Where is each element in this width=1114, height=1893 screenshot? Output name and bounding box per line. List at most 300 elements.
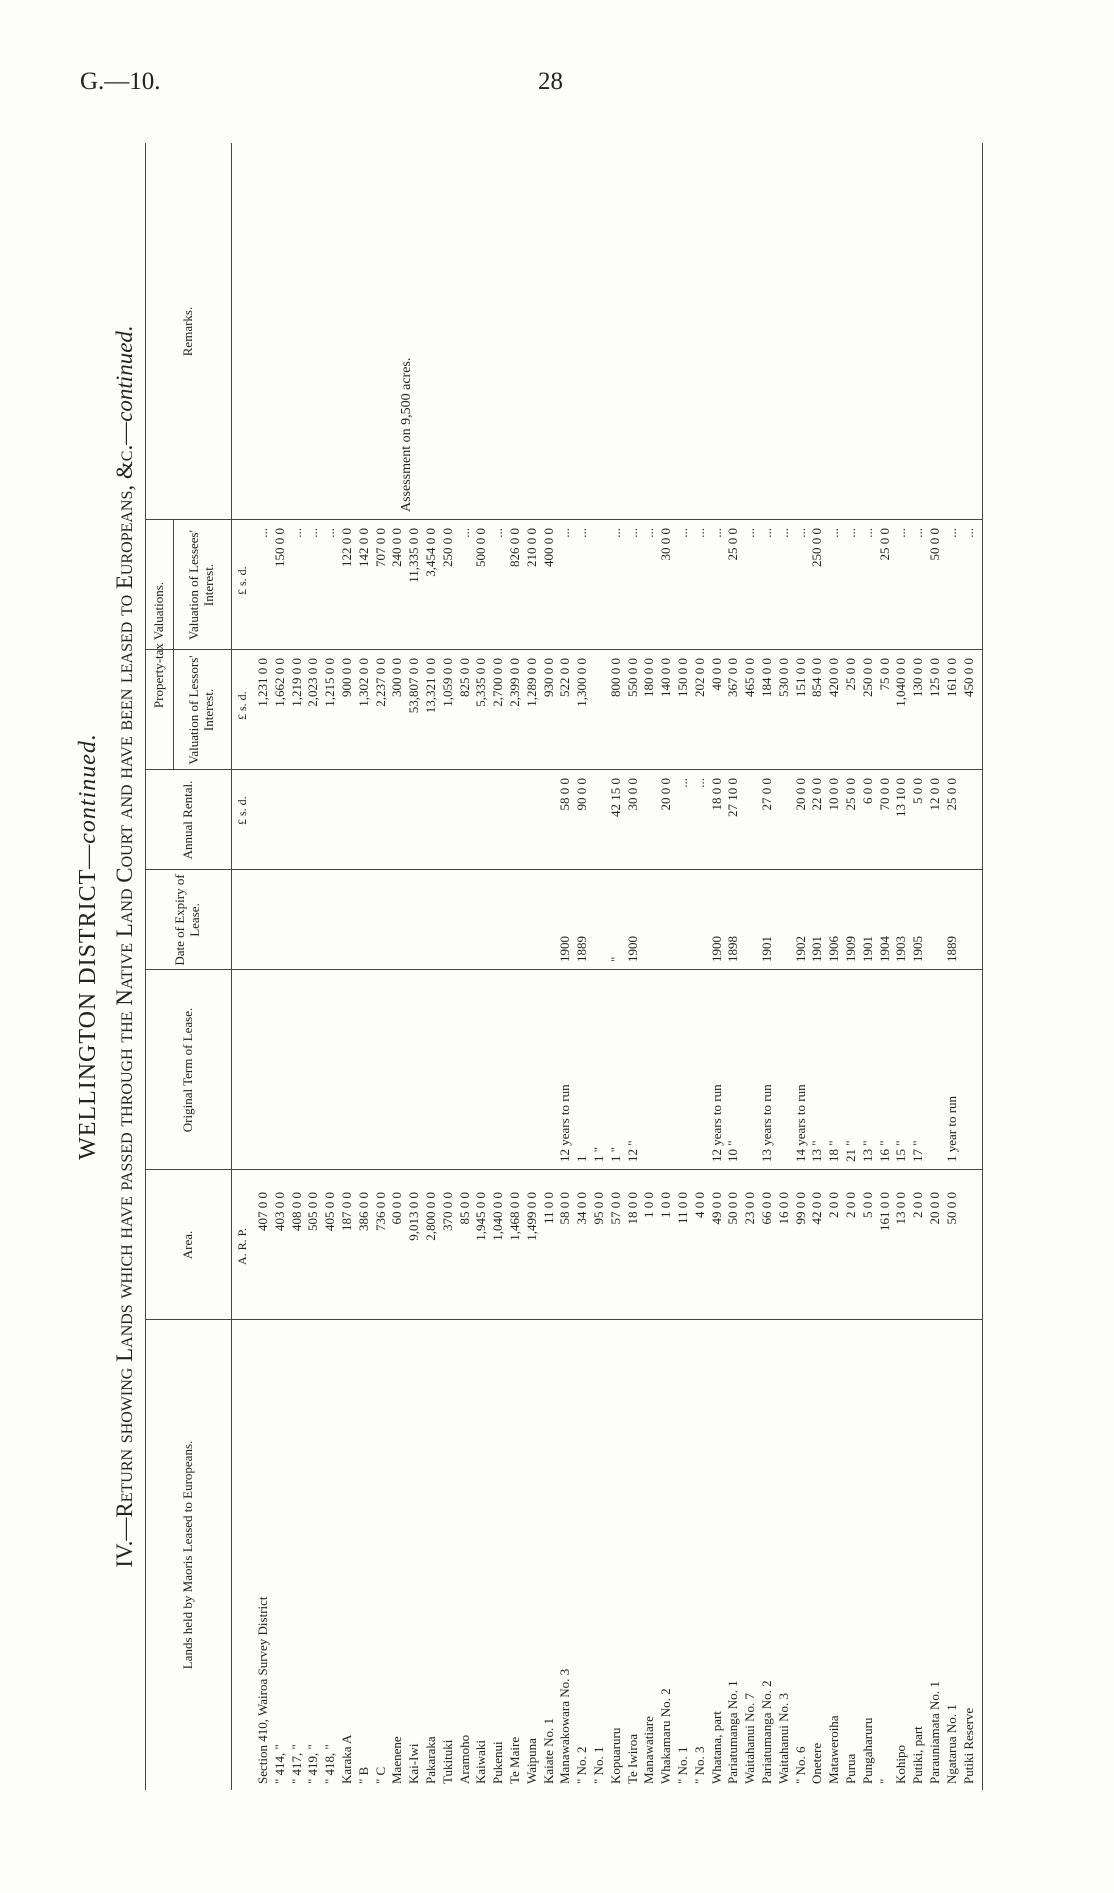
- table-row: [322, 143, 338, 1790]
- cell-term: [305, 974, 321, 1162]
- cell-area: 95 0 0: [591, 1192, 606, 1225]
- cell-land: " 414, ": [271, 1744, 287, 1784]
- cell-area: 736 0 0: [372, 1192, 388, 1231]
- cell-lessees: ...: [288, 528, 304, 538]
- area-units: A. R. P.: [235, 1227, 249, 1265]
- cell-rental: [591, 778, 607, 866]
- cell-rental: [776, 778, 792, 866]
- cell-expiry: 1909: [843, 936, 858, 962]
- table-row: [490, 143, 506, 1790]
- cell-rental: 18 0 0: [708, 778, 724, 811]
- cell-area: [961, 1192, 977, 1312]
- cell-area: 16 0 0: [775, 1192, 791, 1225]
- cell-lessees: ...: [607, 528, 623, 538]
- cell-expiry: 1903: [893, 936, 909, 962]
- cell-lessors: 184 0 0: [759, 658, 774, 697]
- lessees-units: £ s. d.: [235, 566, 249, 595]
- cell-rental: [322, 778, 338, 866]
- table-row: [675, 143, 691, 1790]
- cell-lessors: 202 0 0: [691, 658, 707, 697]
- cell-land: " No. 6: [792, 1746, 808, 1784]
- cell-lessees: ...: [675, 528, 690, 538]
- cell-lessors: 450 0 0: [960, 658, 976, 697]
- cell-land: " No. 1: [591, 1746, 606, 1784]
- table-row: [692, 143, 708, 1790]
- cell-lessors: 75 0 0: [876, 658, 892, 691]
- cell-term: 17 ": [910, 1140, 926, 1162]
- header-lessees: Valuation of Lessees' Interest.: [186, 530, 216, 640]
- cell-rental: [255, 778, 271, 866]
- cell-lessors: 2,399 0 0: [507, 658, 522, 707]
- cell-land: " B: [355, 1766, 371, 1784]
- page-number: 28: [538, 68, 563, 95]
- cell-lessees: 122 0 0: [339, 528, 354, 567]
- cell-area: 408 0 0: [288, 1192, 304, 1231]
- cell-lessors: 2,023 0 0: [305, 658, 321, 707]
- cell-expiry: [490, 874, 506, 962]
- cell-expiry: 1898: [725, 936, 741, 962]
- cell-lessors: 800 0 0: [607, 658, 623, 697]
- cell-area: 99 0 0: [792, 1192, 808, 1225]
- cell-rental: 13 10 0: [893, 778, 909, 817]
- cell-term: 18 ": [826, 1140, 842, 1162]
- cell-land: Pariatumanga No. 1: [725, 1680, 741, 1784]
- table-row: [625, 143, 641, 1790]
- cell-term: [255, 974, 271, 1162]
- cell-lessors: 180 0 0: [641, 658, 657, 697]
- cell-expiry: [742, 874, 758, 962]
- cell-rental: [373, 778, 389, 866]
- table-row: [877, 143, 893, 1790]
- cell-area: 66 0 0: [759, 1192, 774, 1225]
- cell-expiry: [322, 874, 338, 962]
- cell-expiry: [373, 874, 389, 962]
- cell-lessees: 150 0 0: [271, 528, 287, 567]
- cell-lessees: 30 0 0: [658, 528, 674, 561]
- cell-term: [961, 974, 977, 1162]
- cell-lessees: ...: [574, 528, 590, 538]
- cell-lessees: 11,335 0 0: [406, 528, 422, 583]
- leases-table: [145, 143, 983, 1790]
- cell-land: Pukenui: [490, 1741, 506, 1784]
- return-title: [112, 0, 138, 1893]
- cell-expiry: [272, 874, 288, 962]
- cell-lessors: 1,300 0 0: [574, 658, 590, 707]
- cell-rental: [490, 778, 506, 866]
- cell-land: Onetere: [809, 1742, 825, 1784]
- cell-expiry: [692, 874, 708, 962]
- cell-lessors: 522 0 0: [557, 658, 573, 697]
- cell-term: 1 ": [591, 1146, 606, 1162]
- cell-term: [692, 974, 708, 1162]
- cell-expiry: 1900: [708, 936, 724, 962]
- cell-expiry: [524, 874, 540, 962]
- cell-lessors: 420 0 0: [826, 658, 842, 697]
- cell-term: [641, 974, 657, 1162]
- table-row: [843, 143, 859, 1790]
- header-property-tax: Property-tax Valuations.: [150, 581, 166, 709]
- cell-land: Pakaraka: [423, 1736, 438, 1784]
- cell-land: Kai-Iwi: [406, 1743, 422, 1784]
- cell-area: 11 0 0: [540, 1192, 556, 1225]
- table-row: [927, 143, 943, 1790]
- table-row: [961, 143, 977, 1790]
- cell-expiry: 1902: [792, 936, 808, 962]
- cell-lessees: ...: [960, 528, 976, 538]
- cell-expiry: [776, 874, 792, 962]
- cell-area: 9,013 0 0: [406, 1192, 422, 1241]
- cell-lessees: ...: [624, 528, 640, 538]
- cell-rental: 25 0 0: [943, 778, 959, 811]
- cell-lessors: 130 0 0: [910, 658, 926, 697]
- cell-expiry: [641, 874, 657, 962]
- cell-lessees: 142 0 0: [355, 528, 371, 567]
- cell-expiry: 1900: [624, 936, 640, 962]
- cell-term: [473, 974, 489, 1162]
- cell-area: 1 0 0: [658, 1192, 674, 1218]
- cell-expiry: [289, 874, 305, 962]
- table-row: [591, 143, 607, 1790]
- table-row: [641, 143, 657, 1790]
- table-row: [809, 143, 825, 1790]
- cell-land: Waitahanui No. 7: [742, 1692, 758, 1784]
- cell-lessors: 1,302 0 0: [355, 658, 371, 707]
- cell-rental: [406, 778, 422, 866]
- table-row: [557, 143, 573, 1790]
- cell-lessees: ...: [708, 528, 724, 538]
- cell-expiry: [927, 874, 943, 962]
- cell-area: 11 0 0: [675, 1192, 690, 1225]
- cell-area: 1 0 0: [641, 1192, 657, 1218]
- table-row: [373, 143, 389, 1790]
- table-row: [893, 143, 909, 1790]
- cell-lessees: ...: [305, 528, 321, 538]
- header-term: Original Term of Lease.: [179, 1007, 195, 1133]
- cell-expiry: [255, 874, 271, 962]
- cell-rental: 10 0 0: [826, 778, 842, 811]
- cell-expiry: [457, 874, 473, 962]
- table-row: [473, 143, 489, 1790]
- cell-lessees: ...: [456, 528, 472, 538]
- cell-lessors: [591, 658, 607, 766]
- table-bottom-rule: [982, 143, 983, 1790]
- cell-lessors: 161 0 0: [943, 658, 959, 697]
- cell-rental: [423, 778, 439, 866]
- cell-term: 1 ": [607, 1146, 623, 1162]
- cell-term: 1 year to run: [943, 1095, 959, 1162]
- cell-lessees: 25 0 0: [876, 528, 892, 561]
- cell-term: [406, 974, 422, 1162]
- table-row: [541, 143, 557, 1790]
- cell-rental: [641, 778, 657, 866]
- cell-area: 1,468 0 0: [507, 1192, 522, 1241]
- cell-rental: [473, 778, 489, 866]
- cell-expiry: [541, 874, 557, 962]
- cell-land: Maenene: [389, 1736, 405, 1784]
- header-expiry: Date of Expiry of Lease.: [172, 874, 202, 966]
- table-row: [725, 143, 741, 1790]
- cell-expiry: [440, 874, 456, 962]
- table-row: [255, 143, 271, 1790]
- cell-lessees: ...: [826, 528, 842, 538]
- cell-area: 85 0 0: [456, 1192, 472, 1225]
- cell-land: Parauniamata No. 1: [927, 1681, 942, 1784]
- cell-area: 1,945 0 0: [473, 1192, 489, 1241]
- cell-lessors: 250 0 0: [859, 658, 875, 697]
- cell-term: [423, 974, 439, 1162]
- cell-lessees: 707 0 0: [372, 528, 388, 567]
- cell-term: [675, 974, 691, 1162]
- cell-land: Manawakowara No. 3: [557, 1668, 573, 1784]
- cell-land: Whatana, part: [708, 1711, 724, 1784]
- cell-area: 42 0 0: [809, 1192, 825, 1225]
- cell-term: [524, 974, 540, 1162]
- cell-lessors: 1,289 0 0: [523, 658, 539, 707]
- cell-lessors: 900 0 0: [339, 658, 354, 697]
- cell-land: " 419, ": [305, 1744, 321, 1784]
- cell-area: 13 0 0: [893, 1192, 909, 1225]
- table-row: [457, 143, 473, 1790]
- cell-lessors: 825 0 0: [456, 658, 472, 697]
- cell-term: [440, 974, 456, 1162]
- cell-lessors: 125 0 0: [927, 658, 942, 697]
- cell-rental: [356, 778, 372, 866]
- table-row: [289, 143, 305, 1790]
- cell-lessees: 500 0 0: [473, 528, 489, 567]
- cell-term: 12 years to run: [557, 1084, 573, 1162]
- cell-land: Kaiwaki: [473, 1739, 489, 1784]
- cell-land: " No. 2: [574, 1746, 590, 1784]
- cell-lessees: ...: [893, 528, 909, 538]
- cell-expiry: [389, 874, 405, 962]
- cell-area: 5 0 0: [859, 1192, 875, 1218]
- cell-land: Kopuaruru: [607, 1727, 623, 1784]
- cell-land: Te Iwiroa: [624, 1734, 640, 1784]
- cell-rental: [961, 778, 977, 866]
- cell-term: [322, 974, 338, 1162]
- cell-term: [457, 974, 473, 1162]
- cell-expiry: [356, 874, 372, 962]
- table-row: [658, 143, 674, 1790]
- cell-area: 49 0 0: [708, 1192, 724, 1225]
- cell-term: [272, 974, 288, 1162]
- cell-expiry: 1905: [910, 936, 926, 962]
- cell-area: 1,499 0 0: [523, 1192, 539, 1241]
- cell-expiry: [658, 874, 674, 962]
- return-title-continued: continued.: [112, 325, 137, 422]
- header-remarks: Remarks.: [179, 306, 195, 357]
- cell-rental: [305, 778, 321, 866]
- cell-land: Waipuna: [523, 1738, 539, 1784]
- cell-rental: [524, 778, 540, 866]
- cell-rental: 20 0 0: [658, 778, 674, 811]
- cell-area: 58 0 0: [557, 1192, 573, 1225]
- cell-term: [339, 974, 355, 1162]
- cell-lessors: 2,237 0 0: [372, 658, 388, 707]
- cell-lessors: 140 0 0: [658, 658, 674, 697]
- cell-area: 23 0 0: [742, 1192, 758, 1225]
- cell-expiry: 1889: [574, 936, 590, 962]
- cell-expiry: 1901: [759, 936, 774, 962]
- cell-rental: 12 0 0: [927, 778, 942, 811]
- cell-expiry: ": [607, 956, 623, 962]
- cell-rental: [440, 778, 456, 866]
- cell-term: 15 ": [893, 1140, 909, 1162]
- header-lessors: Valuation of Lessors' Interest.: [186, 655, 216, 765]
- cell-term: [289, 974, 305, 1162]
- cell-lessees: ...: [490, 528, 506, 538]
- cell-lessors: 53,807 0 0: [406, 658, 422, 714]
- cell-lessors: 5,335 0 0: [473, 658, 489, 707]
- cell-area: 161 0 0: [876, 1192, 892, 1231]
- cell-area: 4 0 0: [691, 1192, 707, 1218]
- cell-expiry: 1904: [876, 936, 892, 962]
- cell-rental: [272, 778, 288, 866]
- table-row: [776, 143, 792, 1790]
- cell-lessors: 1,231 0 0: [255, 658, 270, 707]
- cell-term: 14 years to run: [792, 1084, 808, 1162]
- cell-lessees: ...: [255, 528, 270, 538]
- cell-term: [658, 974, 674, 1162]
- cell-term: 16 ": [876, 1140, 892, 1162]
- cell-lessors: 150 0 0: [675, 658, 690, 697]
- cell-area: 187 0 0: [339, 1192, 354, 1231]
- table-row: [608, 143, 624, 1790]
- cell-lessees: ...: [843, 528, 858, 538]
- cell-rental: 70 0 0: [876, 778, 892, 811]
- cell-area: 386 0 0: [355, 1192, 371, 1231]
- cell-land: Pungaharuru: [859, 1717, 875, 1784]
- cell-rental: 27 0 0: [759, 778, 774, 811]
- cell-term: [742, 974, 758, 1162]
- cell-term: [356, 974, 372, 1162]
- cell-lessees: ...: [742, 528, 758, 538]
- cell-lessees: ...: [775, 528, 791, 538]
- cell-rental: 27 10 0: [725, 778, 741, 817]
- cell-expiry: [473, 874, 489, 962]
- cell-lessors: 2,700 0 0: [490, 658, 506, 707]
- cell-term: 21 ": [843, 1140, 858, 1162]
- cell-term: 10 ": [725, 1140, 741, 1162]
- cell-area: 57 0 0: [607, 1192, 623, 1225]
- cell-rental: 42 15 0: [607, 778, 623, 817]
- cell-lessees: ...: [322, 528, 338, 538]
- cell-lessees: ...: [759, 528, 774, 538]
- cell-expiry: [305, 874, 321, 962]
- cell-expiry: [423, 874, 439, 962]
- cell-land: ": [876, 1778, 892, 1784]
- table-row: [759, 143, 775, 1790]
- cell-lessees: 250 0 0: [439, 528, 455, 567]
- document-reference: G.—10.: [80, 68, 161, 95]
- cell-lessors: 530 0 0: [775, 658, 791, 697]
- cell-lessees: 240 0 0: [389, 528, 405, 567]
- table-row: [305, 143, 321, 1790]
- cell-land: Te Maire: [507, 1736, 522, 1784]
- cell-lessors: 550 0 0: [624, 658, 640, 697]
- lessors-units: £ s. d.: [235, 691, 249, 720]
- cell-expiry: 1900: [557, 936, 573, 962]
- cell-rental: 90 0 0: [574, 778, 590, 811]
- table-row: [272, 143, 288, 1790]
- cell-area: 34 0 0: [574, 1192, 590, 1225]
- cell-lessees: 400 0 0: [540, 528, 556, 567]
- cell-expiry: 1901: [859, 936, 875, 962]
- cell-area: 20 0 0: [927, 1192, 942, 1225]
- cell-lessors: 854 0 0: [809, 658, 825, 697]
- cell-land: Pariatumanga No. 2: [759, 1680, 774, 1784]
- table-row: [944, 143, 960, 1790]
- cell-land: Manawatiare: [641, 1716, 657, 1784]
- cell-lessees: 826 0 0: [507, 528, 522, 567]
- cell-area: 2 0 0: [826, 1192, 842, 1218]
- table-row: [507, 143, 523, 1790]
- table-row: [742, 143, 758, 1790]
- cell-land: " C: [372, 1766, 388, 1784]
- cell-lessors: 930 0 0: [540, 658, 556, 697]
- table-row: [709, 143, 725, 1790]
- cell-area: 1,040 0 0: [490, 1192, 506, 1241]
- cell-lessees: ...: [859, 528, 875, 538]
- cell-rental: 30 0 0: [624, 778, 640, 811]
- cell-lessors: 1,219 0 0: [288, 658, 304, 707]
- cell-rental: [742, 778, 758, 866]
- table-row: [440, 143, 456, 1790]
- district-title: [75, 0, 102, 1893]
- cell-expiry: [406, 874, 422, 962]
- table-row: [826, 143, 842, 1790]
- cell-term: 1: [574, 1155, 590, 1162]
- cell-expiry: 1889: [943, 936, 959, 962]
- cell-land: Purua: [843, 1753, 858, 1784]
- cell-area: 2 0 0: [843, 1192, 858, 1218]
- cell-lessees: 3,454 0 0: [423, 528, 438, 577]
- cell-rental: [339, 778, 355, 866]
- cell-lessees: ...: [910, 528, 926, 538]
- cell-land: Whakamaru No. 2: [658, 1688, 674, 1784]
- cell-expiry: 1901: [809, 936, 825, 962]
- cell-lessees: 210 0 0: [523, 528, 539, 567]
- table-row: [574, 143, 590, 1790]
- cell-rental: ...: [675, 778, 690, 788]
- cell-area: 18 0 0: [624, 1192, 640, 1225]
- cell-lessees: ...: [641, 528, 657, 538]
- cell-lessees: ...: [691, 528, 707, 538]
- cell-area: 60 0 0: [389, 1192, 405, 1225]
- return-title-text: IV.—Return showing Lands which have passed through the Native Land Court and have been leased to Europeans, &c.—: [112, 421, 137, 1568]
- cell-term: [490, 974, 506, 1162]
- cell-area: 405 0 0: [322, 1192, 338, 1231]
- cell-expiry: [961, 874, 977, 962]
- cell-expiry: [675, 874, 691, 962]
- cell-term: [541, 974, 557, 1162]
- cell-land: Waitahanui No. 3: [775, 1692, 791, 1784]
- cell-term: 13 years to run: [759, 1084, 774, 1162]
- cell-area: 50 0 0: [943, 1192, 959, 1225]
- cell-rental: 58 0 0: [557, 778, 573, 811]
- cell-lessees: 250 0 0: [809, 528, 825, 567]
- cell-lessees: ...: [557, 528, 573, 538]
- cell-term: [507, 974, 523, 1162]
- cell-term: 13 ": [859, 1140, 875, 1162]
- district-title-text: WELLINGTON DISTRICT—: [75, 843, 101, 1160]
- cell-land: Tukituki: [439, 1739, 455, 1784]
- cell-rental: [289, 778, 305, 866]
- cell-area: 407 0 0: [255, 1192, 270, 1231]
- cell-lessors: 25 0 0: [843, 658, 858, 691]
- cell-area: 505 0 0: [305, 1192, 321, 1231]
- cell-lessors: 151 0 0: [792, 658, 808, 697]
